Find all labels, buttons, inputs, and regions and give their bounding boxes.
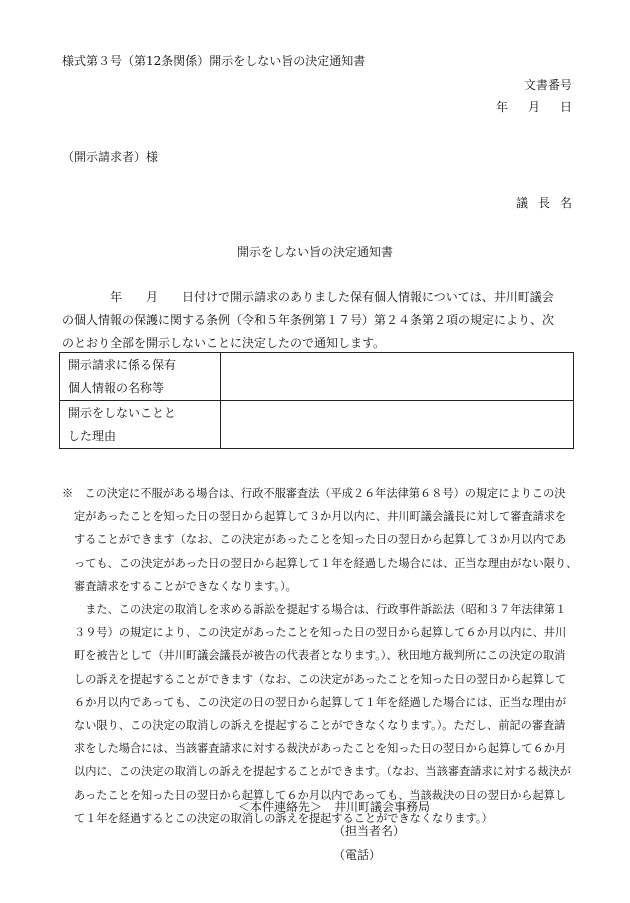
date-line — [496, 98, 572, 115]
contact-heading: ＜本件連絡先＞ 井川町議会事務局 — [238, 800, 431, 814]
notice-line: 町を被告として（井川町議会議長が被告の代表者となります。）、秋田地方裁判所にこの決定の取消 — [74, 649, 566, 663]
contact-phone: （電話） — [333, 848, 382, 862]
notice-line: また、この決定の取消しを求める訴訟を提起する場合は、行政事件訴訟法（昭和３７年法律第１ — [74, 603, 567, 617]
table-row — [60, 353, 574, 401]
notice-line: ※ この決定に不服がある場合は、行政不服審査法（平成２６年法律第６８号）の規定によりこの決 — [62, 487, 566, 500]
notice-line: 求をした場合には、当該審査請求に対する裁決があったことを知った日の翌日から起算して６か月 — [74, 742, 567, 756]
table-label-cell — [60, 401, 221, 449]
form-label: 様式第３号（第12条関係）開示をしない旨の決定通知書 — [62, 54, 366, 68]
intro-line: のとおり全部を開示しないことに決定したので通知します。 — [62, 336, 386, 350]
notice-line: 審査請求をすることができなくなります。）。 — [74, 579, 297, 593]
intro-line: 年 月 日付けで開示請求のありました保有個人情報については、井川町議会 — [62, 290, 554, 304]
notice-line: て１年を経過するとこの決定の取消しの訴えを提起することができなくなります。） — [74, 811, 493, 825]
table-label-line: した理由 — [68, 428, 117, 443]
notice-line: あったことを知った日の翌日から起算して６か月以内であっても、当該裁決の日の翌日から起算し — [74, 788, 567, 802]
intro-line: の個人情報の保護に関する条例（令和５年条例第１７号）第２４条第２項の規定により、次 — [62, 313, 555, 327]
table-value-cell — [221, 353, 574, 401]
table-label-line: 開示をしないことと — [68, 405, 177, 420]
notice-line: ３９号）の規定により、この決定があったことを知った日の翌日から起算して６か月以内に、井川 — [74, 626, 567, 640]
table-row — [60, 401, 574, 449]
addressee: （開示請求者）様 — [62, 150, 159, 164]
intro-paragraph — [62, 286, 577, 355]
info-table — [59, 352, 574, 449]
table-label-cell — [60, 353, 221, 401]
notice-section — [62, 482, 582, 830]
contact-person: （担当者名） — [333, 824, 406, 838]
notice-line: 定があったことを知った日の翌日から起算して３か月以内に、井川町議会議長に対して審査請求を — [74, 510, 567, 524]
notice-line: ない限り、この決定の取消しの訴えを提起することができなくなります。）。ただし、前記の審査請 — [74, 719, 566, 733]
date-day: 日 — [559, 100, 572, 114]
table-value-cell — [221, 401, 574, 449]
notice-line: することができます（なお、この決定があったことを知った日の翌日から起算して３か月以内であ — [74, 533, 567, 547]
notice-line: っても、この決定があった日の翌日から起算して１年を経過した場合には、正当な理由がない限り、 — [74, 556, 578, 570]
notice-line: しの訴えを提起することができます（なお、この決定があったことを知った日の翌日から起算して — [74, 672, 567, 686]
notice-line: ６か月以内であっても、この決定の日の翌日から起算して１年を経過した場合には、正当な理由が — [74, 695, 567, 709]
sender-name: 議長名 — [515, 196, 582, 210]
date-year: 年 — [495, 100, 508, 114]
document-number: 文書番号 — [523, 78, 572, 92]
table-label-line: 個人情報の名称等 — [68, 380, 165, 395]
document-title: 開示をしない旨の決定通知書 — [236, 245, 393, 259]
date-month: 月 — [527, 100, 540, 114]
table-label-line: 開示請求に係る保有 — [68, 357, 177, 372]
notice-line: 以内に、この決定の取消しの訴えを提起することができます。（なお、当該審査請求に対する裁決が — [74, 765, 571, 779]
